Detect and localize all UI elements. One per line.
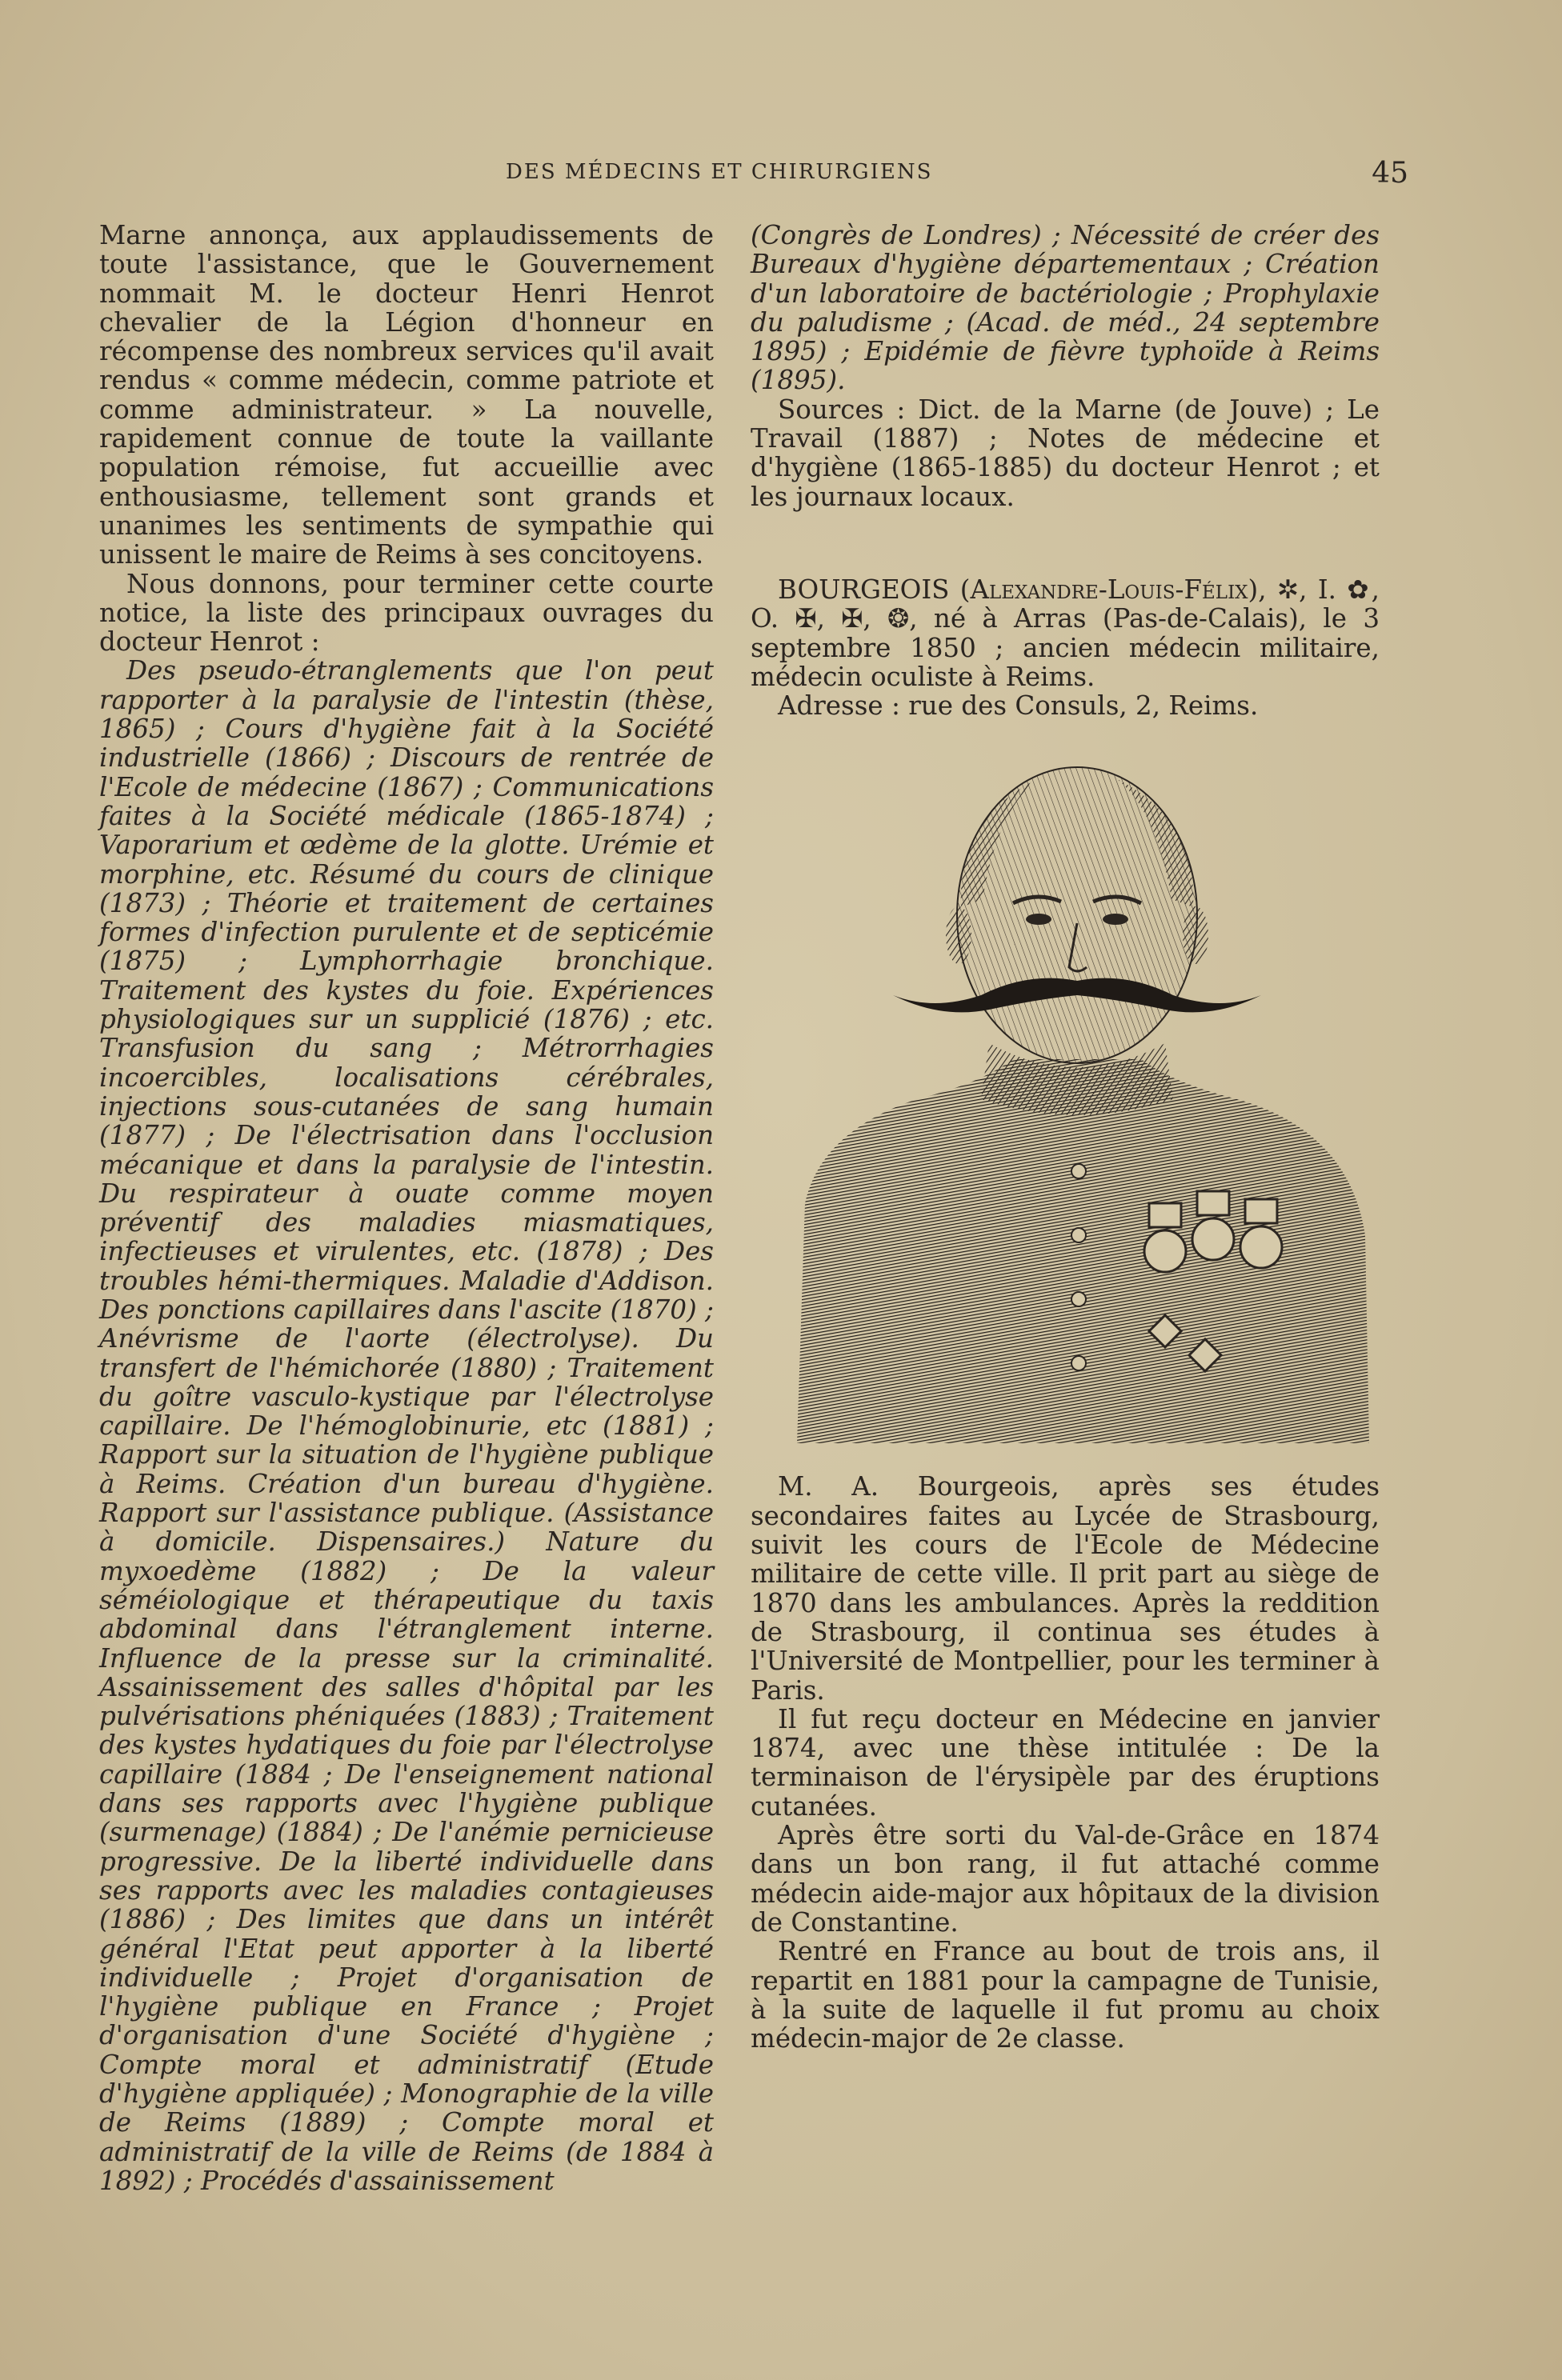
- paragraph: Nous donnons, pour terminer cette courte notice, la liste des principaux ouvrages du docteur Henrot :: [99, 568, 714, 658]
- page-number: 45: [1372, 157, 1408, 190]
- paragraph: M. A. Bourgeois, après ses études secondaires faites au Lycée de Strasbourg, suivit les cours de l'Ecole de Médecine militaire de cette ville. Il prit part au siège de 1870 dans les ambulances. Après la reddition de Strasbourg, il continua ses études à l'Université de Montpellier, pour les terminer à Paris.: [751, 1471, 1380, 1706]
- left-column: [99, 221, 714, 2195]
- sources-paragraph: Sources : Dict. de la Marne (de Jouve) ; Le Travail (1887) ; Notes de médecine et d'hygiène (1865-1885) du docteur Henrot ; et les journaux locaux.: [751, 394, 1380, 512]
- biography-entry-heading: [751, 575, 1380, 691]
- paragraph: Après être sorti du Val-de-Grâce en 1874 dans un bon rang, il fut attaché comme médecin aide-major aux hôpitaux de la division de Constantine.: [751, 1820, 1380, 1938]
- works-list: Des pseudo-étranglements que l'on peut rapporter à la paralysie de l'intestin (thèse, 1865) ; Cours d'hygiène fait à la Société industrielle (1866) ; Discours de rentrée de l'Ecole de médecine (1867) ; Communications faites à la Société médicale (1865-1874) ; Vaporarium et œdème de la glotte. Urémie et morphine, etc. Résumé du cours de clinique (1873) ; Théorie et traitement de certaines formes d'infection purulente et de septicémie (1875) ; Lymphorrhagie bronchique. Traitement des kystes du foie. Expériences physiologiques sur un supplicié (1876) ; etc. Transfusion du sang ; Métrorrhagies incoercibles, localisations cérébrales, injections sous-cutanées de sang humain (1877) ; De l'électrisation dans l'occlusion mécanique et dans la paralysie de l'intestin. Du respirateur à ouate comme moyen préventif des maladies miasmatiques, infectieuses et virulentes, etc. (1878) ; Des troubles hémi-thermiques. Maladie d'Addison. Des ponctions capillaires dans l'ascite (1870) ; Anévrisme de l'aorte (électrolyse). Du transfert de l'hémichorée (1880) ; Traitement du goître vasculo-kystique par l'électrolyse capillaire. De l'hémoglobinurie, etc (1881) ; Rapport sur la situation de l'hygiène publique à Reims. Création d'un bureau d'hygiène. Rapport sur l'assistance publique. (Assistance à domicile. Dispensaires.) Nature du myxoedème (1882) ; De la valeur séméiologique et thérapeutique du taxis abdominal dans l'étranglement interne. Influence de la presse sur la criminalité. Assainissement des salles d'hôpital par les pulvérisations phéniquées (1883) ; Traitement des kystes hydatiques du foie par l'électrolyse capillaire (1884 ; De l'enseignement national dans ses rapports avec l'hygiène publique (surmenage) (1884) ; De l'anémie pernicieuse progressive. De la liberté individuelle dans ses rapports avec les maladies contagieuses (1886) ; Des limites que dans un intérêt général l'Etat peut apporter à la liberté individuelle ; Projet d'organisation de l'hygiène publique en France ; Projet d'organisation d'une Société d'hygiène ; Compte moral et administratif (Etude d'hygiène appliquée) ; Monographie de la ville de Reims (1889) ; Compte moral et administratif de la ville de Reims (de 1884 à 1892) ; Procédés d'assainissement: [99, 655, 714, 2196]
- paragraph: Marne annonça, aux applaudissements de toute l'assistance, que le Gouvernement nommait M. le docteur Henri Henrot chevalier de la Légion d'honneur en récompense des nombreux services qu'il avait rendus « comme médecin, comme patriote et comme administrateur. » La nouvelle, rapidement connue de toute la vaillante population rémoise, fut accueillie avec enthousiasme, tellement sont grands et unanimes les sentiments de sympathie qui unissent le maire de Reims à ses concitoyens.: [99, 220, 714, 570]
- running-title: DES MÉDECINS ET CHIRURGIENS: [506, 160, 933, 184]
- paragraph: Rentré en France au bout de trois ans, il repartit en 1881 pour la campagne de Tunisie, à la suite de laquelle il fut promu au choix médecin-major de 2e classe.: [751, 1936, 1380, 2054]
- right-column: [751, 221, 1380, 2053]
- paragraph: (Congrès de Londres) ; Nécessité de créer des Bureaux d'hygiène départementaux ; Création d'un laboratoire de bactériologie ; Prophylaxie du paludisme ; (Acad. de méd., 24 septembre 1895) ; Epidémie de fièvre typhoïde à Reims (1895).: [751, 220, 1380, 396]
- portrait-engraving: [773, 755, 1381, 1443]
- address-line: Adresse : rue des Consuls, 2, Reims.: [778, 690, 1259, 722]
- entry-surname: BOURGEOIS: [778, 574, 950, 605]
- paragraph: Il fut reçu docteur en Médecine en janvier 1874, avec une thèse intitulée : De la terminaison de l'érysipèle par des éruptions cutanées.: [751, 1703, 1380, 1822]
- page-header: [96, 157, 1408, 189]
- entry-details: ✲, I. ✿, O. ✠, ✠, ❂, né à Arras (Pas-de-Calais), le 3 septembre 1850 ; ancien médecin militaire, médecin oculiste à Reims.: [751, 574, 1380, 692]
- entry-given-names: (Alexandre-Louis-Félix),: [959, 574, 1267, 605]
